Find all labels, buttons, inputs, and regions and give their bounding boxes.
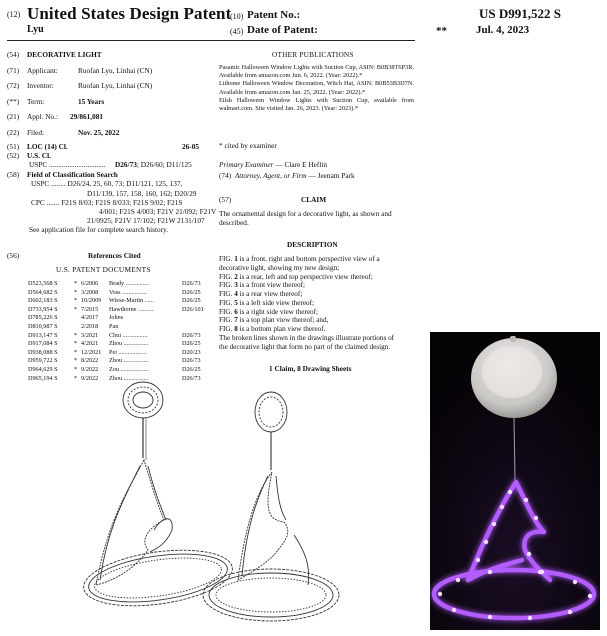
appl-no-value: 29/861,081 (70, 112, 104, 121)
inventor-field: (72) Inventor: Ruofan Lyu, Linhai (CN) (7, 81, 153, 90)
code-10: (10) (230, 12, 244, 21)
other-pubs-title: OTHER PUBLICATIONS (272, 50, 354, 59)
product-photo (430, 332, 600, 630)
description-line (219, 308, 419, 317)
fig-prefix: FIG. (219, 316, 235, 325)
reference-star: * (74, 305, 78, 313)
reference-number: D602,183 S (28, 297, 58, 305)
patent-date: Jul. 4, 2023 (476, 24, 530, 36)
reference-name: Pei .................. (109, 348, 147, 356)
reference-number: D959,722 S (28, 357, 58, 365)
refs-subtitle: U.S. PATENT DOCUMENTS (56, 265, 151, 274)
reference-star: * (74, 331, 78, 339)
description-line (219, 325, 419, 334)
refs-title: References Cited (88, 251, 141, 260)
description-title: DESCRIPTION (287, 240, 338, 249)
reference-number: D938,088 S (28, 348, 58, 356)
fig-text: the decorative light that form no part of the claimed design. (219, 342, 391, 351)
loc-value: 26-05 (182, 141, 200, 151)
reference-date: 6/2006 (81, 280, 99, 287)
fig-text: is a rear, left and top perspective view thereof; (237, 272, 373, 281)
code-45: (45) (230, 27, 244, 36)
filed-field: (22) Filed: Nov. 25, 2022 (7, 127, 120, 137)
fig-prefix: FIG. (219, 281, 235, 290)
inventor-value: Ruofan Lyu, Linhai (CN) (78, 81, 153, 90)
reference-star: * (74, 348, 78, 356)
date-label: Date of Patent: (247, 24, 318, 36)
reference-row (28, 340, 208, 349)
applicant-field: (71) Applicant: Ruofan Lyu, Linhai (CN) (7, 65, 153, 75)
appl-no-field: (21) Appl. No.: 29/861,081 (7, 112, 104, 121)
publication-item: Lithome Halloween Window Decoration, Witch Hat, ASIN: B0B53B3D7N. Available from amazon.com Jan. 25, 2022. (Year: 2022).* (219, 80, 414, 96)
reference-name: Pan (109, 322, 119, 330)
claim-title: CLAIM (301, 195, 327, 204)
fig-number: 3 (234, 281, 238, 290)
fig-number: 5 (234, 298, 238, 307)
reference-row (28, 349, 208, 358)
description-line (219, 343, 419, 352)
reference-row (28, 289, 208, 298)
reference-number: D785,226 S (28, 314, 58, 322)
reference-class: D26/73 (182, 357, 201, 365)
header-rule (7, 40, 415, 41)
title-field: (54) DECORATIVE LIGHT (7, 50, 102, 59)
search-line: 4/001; F21S 4/003; F21V 21/092; F21V (99, 206, 217, 216)
fig-number: 6 (234, 307, 238, 316)
primary-examiner: Primary Examiner — Clare E Heflin (219, 160, 328, 169)
figure-2-drawing (196, 390, 346, 630)
witch-hat-light-photo (430, 332, 600, 630)
patent-number: US D991,522 S (479, 6, 561, 21)
kind-code: (12) (7, 10, 21, 19)
fig-number: 7 (234, 316, 238, 325)
fig-prefix: FIG. (219, 307, 235, 316)
reference-number: D913,147 S (28, 331, 58, 339)
fig-prefix: FIG. (219, 255, 235, 263)
reference-class: D26/73 (182, 331, 201, 339)
reference-name: Hawthorne .......... (109, 305, 154, 313)
uspc-main: D26/73 (115, 160, 137, 170)
description-text (219, 255, 419, 351)
reference-name: Wiese-Martin ...... (109, 297, 154, 305)
description-line (219, 273, 419, 282)
design-title: DECORATIVE LIGHT (27, 50, 102, 59)
description-line (219, 255, 419, 264)
fig-text: is a right side view thereof; (237, 307, 319, 316)
fig-number: 8 (234, 325, 238, 333)
fig-text: is a top plan view thereof; and, (237, 316, 329, 325)
fig-text: is a front, right and bottom perspective view of a (237, 255, 380, 263)
publication-item: Pasamic Halloween Window Lights with Suction Cup, ASIN: B0B38T6P3R. Available from amazon.com Jun. 6, 2022. (Year: 2022).* (219, 64, 414, 80)
reference-name: Johns (109, 314, 124, 322)
reference-name: Zhou ................ (109, 357, 149, 365)
fig-number: 2 (234, 272, 238, 281)
reference-class: D26/25 (182, 340, 201, 348)
reference-number: D810,987 S (28, 322, 58, 330)
fig-text: The broken lines shown in the drawings illustrate portions of (219, 333, 395, 342)
reference-date: 10/2009 (81, 297, 102, 305)
references-table (28, 280, 208, 383)
reference-date: 8/2022 (81, 357, 99, 365)
reference-row (28, 357, 208, 366)
reference-date: 7/2015 (81, 305, 99, 313)
search-line: D11/139, 157, 158, 160, 162; D20/29 (87, 188, 197, 198)
reference-class: D26/25 (182, 288, 201, 296)
description-line (219, 281, 419, 290)
reference-number: D965,194 S (28, 374, 58, 382)
patent-title: United States Design Patent (27, 4, 232, 23)
reference-date: 2/2018 (81, 322, 99, 330)
reference-row (28, 314, 208, 323)
fig-prefix: FIG. (219, 290, 235, 298)
fig-number: 4 (234, 290, 238, 298)
reference-row (28, 280, 208, 289)
search-line: USPC ........ D26/24, 25, 60, 73; D11/121, 125, 137, (31, 179, 183, 189)
fig-number: 1 (234, 255, 238, 263)
claim-code: (57) (219, 195, 232, 204)
reference-class: D20/23 (182, 348, 201, 356)
reference-star: * (74, 374, 78, 382)
fig-prefix: FIG. (219, 325, 235, 333)
fig-prefix: FIG. (219, 298, 235, 307)
reference-date: 3/2021 (81, 331, 99, 339)
search-line: CPC ....... F21S 8/03; F21S 8/033; F21S 9/02; F21S (31, 197, 183, 207)
description-line (219, 316, 419, 325)
reference-number: D964,629 S (28, 365, 58, 373)
reference-number: D564,682 S (28, 288, 58, 296)
reference-name: Brady ............... (109, 280, 149, 287)
reference-name: Zhou ................ (109, 340, 149, 348)
description-line (219, 264, 419, 273)
reference-class: D26/101 (182, 305, 204, 313)
patent-no-label: Patent No.: (247, 9, 301, 21)
fig-text: is a bottom plan view thereof. (237, 325, 326, 333)
reference-class: D26/73 (182, 280, 201, 287)
reference-number: D917,084 S (28, 340, 58, 348)
search-line: 21/0925; F21V 17/102; F21W 2131/107 (87, 216, 205, 226)
description-line (219, 334, 419, 343)
fig-prefix: FIG. (219, 272, 235, 281)
fig-text: decorative light, showing my new design; (219, 263, 340, 272)
description-line (219, 299, 419, 308)
reference-number: D523,568 S (28, 280, 58, 287)
term-field: (**) Term: 15 Years (7, 96, 105, 106)
description-line (219, 290, 419, 299)
term-value: 15 Years (78, 96, 105, 106)
uspc-rest: ; D26/60; D11/125 (136, 160, 192, 170)
cited-by-examiner: * cited by examiner (219, 141, 277, 150)
reference-row (28, 323, 208, 332)
reference-star: * (74, 340, 78, 348)
reference-row (28, 366, 208, 375)
claims-sheets-count: 1 Claim, 8 Drawing Sheets (269, 364, 352, 373)
filed-value: Nov. 25, 2022 (78, 127, 120, 137)
reference-star: * (74, 357, 78, 365)
reference-date: 9/2022 (81, 365, 99, 373)
fig-text: is a rear view thereof; (237, 290, 303, 298)
reference-date: 12/2021 (81, 348, 102, 356)
applicant-value: Ruofan Lyu, Linhai (CN) (78, 65, 153, 75)
biblio-block (7, 50, 217, 235)
reference-name: Zhou ................ (109, 374, 149, 382)
fig-text: is a left side view thereof; (237, 298, 315, 307)
reference-class: D26/25 (182, 297, 201, 305)
reference-date: 4/2017 (81, 314, 99, 322)
loc-field: (51) LOC (14) Cl. 26-05 (7, 141, 200, 151)
reference-class: D26/73 (182, 374, 201, 382)
refs-code: (56) (7, 251, 20, 260)
field-search-title: (58) Field of Classification Search (7, 170, 118, 180)
reference-row (28, 297, 208, 306)
fig-text: is a front view thereof; (237, 281, 306, 290)
reference-row (28, 332, 208, 341)
reference-date: 4/2021 (81, 340, 99, 348)
reference-star: * (74, 365, 78, 373)
attorney: (74) Attorney, Agent, or Firm — Jeenam Park (219, 171, 355, 180)
claim-text: The ornamental design for a decorative light, as shown and described. (219, 209, 392, 228)
reference-number: D733,954 S (28, 305, 58, 313)
reference-star: * (74, 288, 78, 296)
reference-name: Voss ................ (109, 288, 147, 296)
suction-cup-outline (255, 392, 287, 432)
reference-name: Zou .................. (109, 365, 149, 373)
publication-item: Eilsh Halloween Window Lights with Suction Cup, available from walmart.com. Site visited Jan. 26, 2023. (Year: 2023).* (219, 96, 414, 113)
reference-name: Chui ................ (109, 331, 148, 339)
reference-star: * (74, 297, 78, 305)
uspc-field: USPC ............................... D26/73; D26/60; D11/125 (29, 160, 192, 170)
reference-class: D26/25 (182, 365, 201, 373)
date-stars: ** (436, 25, 447, 37)
reference-date: 9/2022 (81, 374, 99, 382)
reference-row (28, 306, 208, 315)
search-history-note: See application file for complete search history. (29, 225, 169, 235)
uscl-field: (52) U.S. Cl. (7, 151, 51, 160)
inventor-short: Lyu (27, 24, 44, 35)
other-pubs-list (219, 64, 414, 113)
reference-date: 3/2008 (81, 288, 99, 296)
reference-star: * (74, 280, 78, 287)
